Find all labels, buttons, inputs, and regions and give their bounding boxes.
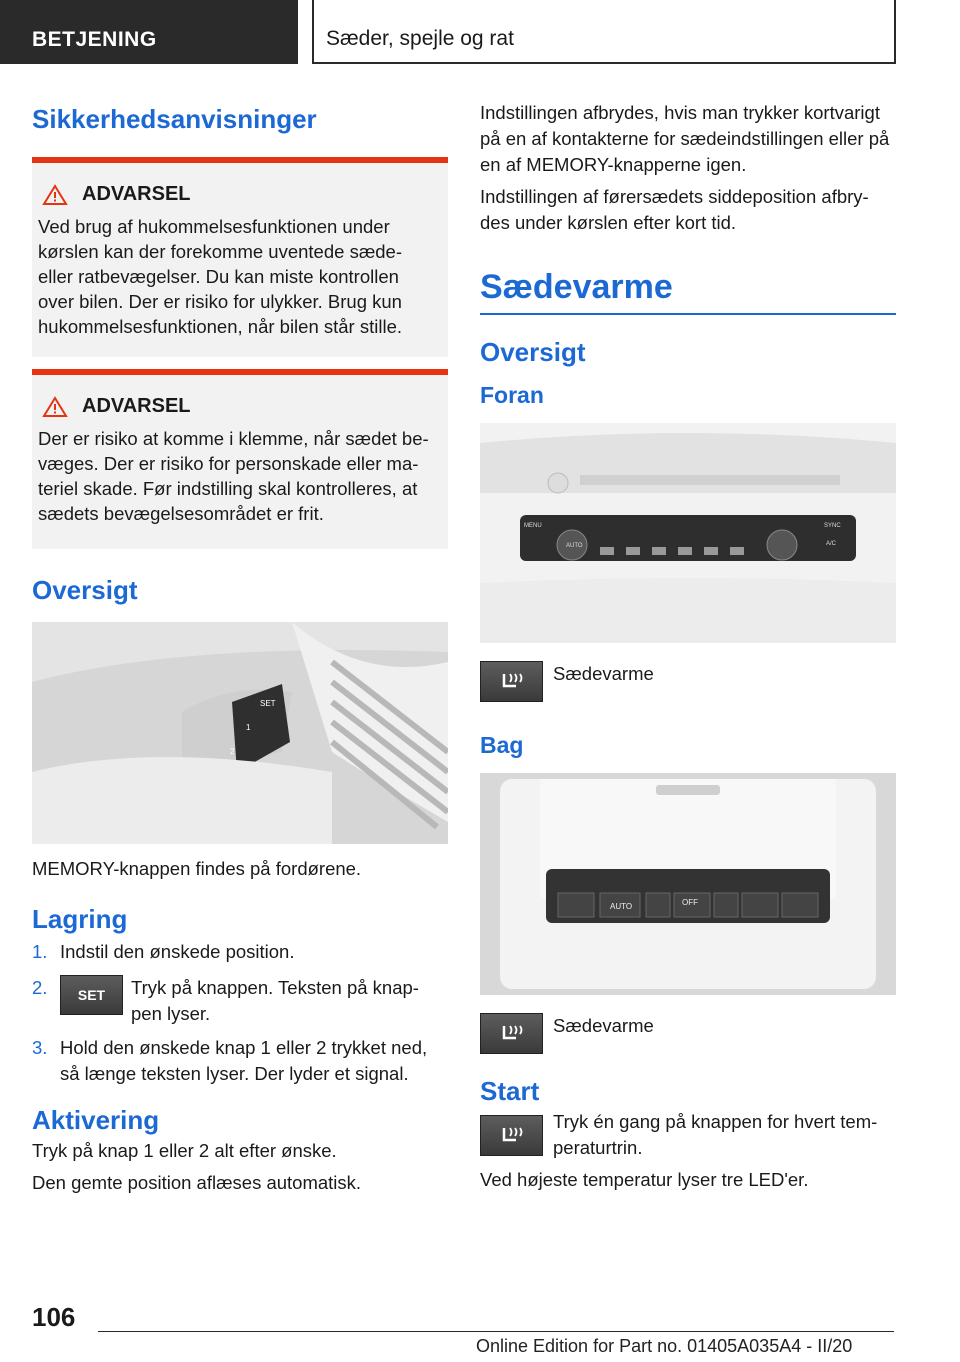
icon-caption-front: Sædevarme	[553, 663, 654, 684]
front-panel-label-sync: SYNC	[824, 523, 841, 529]
front-panel-label-ac: A/C	[826, 541, 837, 547]
chapter-title: Sæder, spejle og rat	[326, 27, 514, 50]
warning-title	[42, 183, 440, 206]
led-text: Ved højeste temperatur lyser tre LED'er.	[480, 1169, 809, 1190]
warning-title	[42, 395, 440, 418]
left-column	[32, 100, 448, 1196]
door-button-2: 2	[230, 747, 235, 756]
overview-heading: Oversigt	[32, 575, 138, 605]
footer-edition: Online Edition for Part no. 01405A035A4 - II/20	[476, 1336, 853, 1356]
right-column	[480, 100, 896, 1193]
step-text: Tryk på knappen. Teksten på knap- pen lyser.	[131, 977, 419, 1024]
start-heading: Start	[480, 1076, 540, 1106]
seat-heating-icon	[480, 1115, 543, 1156]
warning-text: Der er risiko at komme i klemme, når sædet be- væges. Der er risiko for personskade eller ma- teriel skade. Før indstilling skal kontrolleres, at sædets bevægelsesområdet er frit.	[38, 428, 429, 524]
front-panel-image	[480, 423, 896, 643]
rear-panel-image	[480, 773, 896, 995]
start-text: Tryk én gang på knappen for hvert tem- peraturtrin.	[553, 1111, 878, 1158]
icon-row-start	[480, 1109, 896, 1161]
safety-heading: Sikkerhedsanvisninger	[32, 104, 317, 134]
intro-paragraph-2: Indstillingen af førersædets siddeposition afbry- des under kørslen efter kort tid.	[480, 186, 869, 233]
warning-text: Ved brug af hukommelsesfunktionen under kørslen kan der forekomme uventede sæde- eller ratbevægelser. Du kan miste kontrollen over bilen. Der er risiko for ulykker. Brug kun hukommelsesfunktionen, når bilen står stille.	[38, 216, 403, 337]
door-button-set: SET	[260, 699, 276, 708]
icon-caption-rear: Sædevarme	[553, 1015, 654, 1036]
warning-box-2	[32, 369, 448, 549]
page-number: 106	[32, 1302, 76, 1332]
step-1	[32, 939, 448, 965]
icon-row-front	[480, 661, 896, 702]
step-number: 2.	[32, 977, 48, 998]
front-heading: Foran	[480, 382, 544, 408]
aktivering-line-1: Tryk på knap 1 eller 2 alt efter ønske.	[32, 1140, 337, 1161]
footer-rule	[98, 1331, 894, 1332]
set-key-label: SET	[77, 987, 106, 1003]
warning-triangle-icon	[42, 184, 68, 206]
step-2	[32, 975, 448, 1027]
step-3	[32, 1035, 448, 1087]
step-text: Hold den ønskede knap 1 eller 2 trykket ned, så længe teksten lyser. Der lyder et signal.	[60, 1037, 428, 1084]
front-panel-label-menu: MENU	[524, 523, 542, 529]
door-button-1: 1	[246, 723, 251, 732]
lagring-heading: Lagring	[32, 904, 128, 934]
chapter-tab	[312, 0, 896, 64]
rear-panel-label-off: OFF	[682, 898, 698, 907]
step-number: 1.	[32, 941, 48, 962]
section-title: BETJENING	[32, 28, 157, 51]
set-key-icon	[60, 975, 123, 1015]
intro-paragraph-1: Indstillingen afbrydes, hvis man trykker kortvarigt på en af kontakterne for sædeindstillingen eller på en af MEMORY-knapperne igen.	[480, 102, 890, 175]
warning-triangle-icon	[42, 396, 68, 418]
aktivering-heading: Aktivering	[32, 1105, 160, 1135]
icon-row-rear	[480, 1013, 896, 1054]
door-memory-image	[32, 622, 448, 844]
step-text: Indstil den ønskede position.	[60, 941, 295, 962]
seat-heating-icon	[480, 1013, 543, 1054]
door-caption: MEMORY-knappen findes på fordørene.	[32, 858, 362, 879]
aktivering-line-2: Den gemte position aflæses automatisk.	[32, 1172, 362, 1193]
overview-heading-right: Oversigt	[480, 337, 586, 367]
seat-heating-icon	[480, 661, 543, 702]
warning-box-1	[32, 157, 448, 357]
steps-list	[32, 939, 448, 1087]
warning-label: ADVARSEL	[82, 395, 191, 417]
step-number: 3.	[32, 1037, 48, 1058]
seat-heating-heading: Sædevarme	[480, 268, 896, 315]
front-panel-label-auto: AUTO	[566, 543, 583, 549]
section-tab	[0, 0, 298, 64]
rear-heading: Bag	[480, 732, 524, 758]
rear-panel-label-auto: AUTO	[610, 902, 633, 911]
warning-label: ADVARSEL	[82, 183, 191, 205]
